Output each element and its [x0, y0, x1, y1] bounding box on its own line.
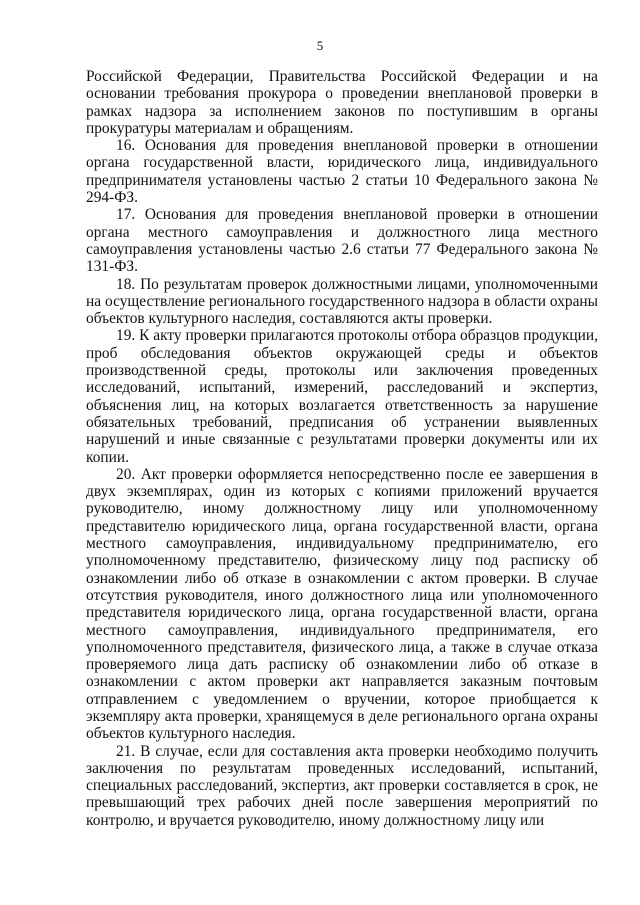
paragraph-19: 19. К акту проверки прилагаются протоколы отбора образцов продукции, проб обследования объектов окружающей среды и объектов производственной среды, протоколы или заключения проведенных исследований, испытаний, измерений, расследований и экспертиз, объяснения лиц, на которых возлагается ответственность за нарушение обязательных требований, предписания об устранении выявленных нарушений и иные связанные с результатами проверки документы или их копии.: [86, 327, 598, 466]
paragraph-20: 20. Акт проверки оформляется непосредственно после ее завершения в двух экземплярах, один из которых с копиями приложений вручается руководителю, иному должностному лицу или уполномоченному представителю юридического лица, органа государственной власти, органа местного самоуправления, индивидуальному предпринимателю, его уполномоченному представителю, физическому лицу под расписку об ознакомлении либо об отказе в ознакомлении с актом проверки. В случае отсутствия руководителя, иного должностного лица или уполномоченного представителя юридического лица, органа государственной власти, органа местного самоуправления, индивидуального предпринимателя, его уполномоченного представителя, физического лица, а также в случае отказа проверяемого лица дать расписку об ознакомлении либо об отказе в ознакомлении с актом проверки акт направляется заказным почтовым отправлением с уведомлением о вручении, которое приобщается к экземпляру акта проверки, хранящемуся в деле регионального органа охраны объектов культурного наследия.: [86, 465, 598, 743]
paragraph-continuation: Российской Федерации, Правительства Российской Федерации и на основании требования прокурора о проведении внеплановой проверки в рамках надзора за исполнением законов по поступившим в органы прокуратуры материалам и обращениям.: [86, 68, 598, 137]
paragraph-18: 18. По результатам проверок должностными лицами, уполномоченными на осуществление регионального государственного надзора в области охраны объектов культурного наследия, составляются акты проверки.: [86, 275, 598, 328]
paragraph-21: 21. В случае, если для составления акта проверки необходимо получить заключения по результатам проведенных исследований, испытаний, специальных расследований, экспертиз, акт проверки составляется в срок, не превышающий трех рабочих дней после завершения мероприятий по контролю, и вручается руководителю, иному должностному лицу или: [86, 742, 598, 829]
paragraph-16: 16. Основания для проведения внеплановой проверки в отношении органа государственной власти, юридического лица, индивидуального предпринимателя установлены частью 2 статьи 10 Федерального закона № 294-ФЗ.: [86, 137, 598, 207]
paragraph-17: 17. Основания для проведения внеплановой проверки в отношении органа местного самоуправления и должностного лица местного самоуправления установлены частью 2.6 статьи 77 Федерального закона № 131-ФЗ.: [86, 206, 598, 276]
document-body: [86, 68, 598, 829]
page-number: 5: [316, 38, 324, 53]
